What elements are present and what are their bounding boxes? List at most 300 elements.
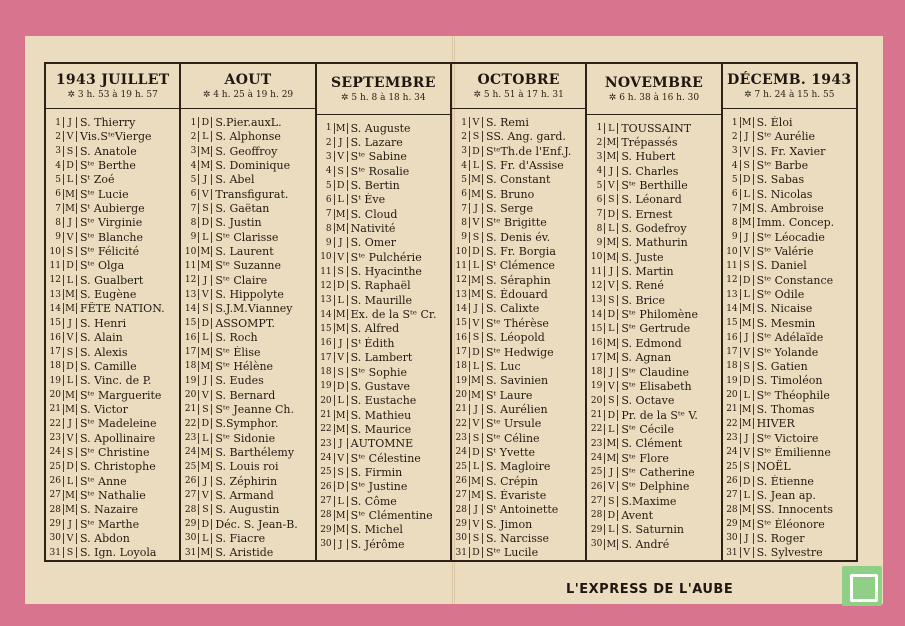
- saint-name: Sᵗ Édith: [350, 336, 395, 350]
- day-row: [452, 302, 585, 316]
- day-number: 9: [731, 232, 738, 243]
- day-number: 14: [726, 303, 738, 314]
- day-row: [587, 437, 720, 451]
- day-row: [46, 531, 179, 545]
- day-number: 25: [49, 461, 61, 472]
- saint-name: S. Séraphin: [485, 273, 551, 287]
- day-number: 11: [590, 266, 603, 277]
- saint-name: S. Mathurin: [621, 236, 688, 250]
- day-row: [46, 144, 179, 158]
- day-row: [181, 173, 314, 187]
- weekday-letter: D: [63, 361, 77, 372]
- day-number: 12: [320, 280, 332, 291]
- weekday-letter: J: [334, 539, 348, 550]
- day-number: 22: [184, 418, 197, 429]
- saint-name: S. Hippolyte: [215, 288, 284, 302]
- saint-name: Sᵗᵉ Claire: [215, 273, 268, 287]
- saint-name: S. Thomas: [756, 402, 815, 416]
- day-number: 23: [320, 438, 332, 449]
- weekday-letter: M: [198, 160, 212, 171]
- day-row: [46, 273, 179, 287]
- day-number: 28: [726, 504, 738, 515]
- day-row: [181, 230, 314, 244]
- day-number: 20: [320, 395, 332, 406]
- day-row: [317, 379, 450, 393]
- day-row: [317, 394, 450, 408]
- weekday-letter: D: [604, 510, 618, 521]
- weekday-letter: M: [740, 519, 754, 530]
- day-number: 9: [190, 232, 197, 243]
- month-header: [587, 64, 720, 115]
- day-number: 11: [184, 260, 197, 271]
- saint-name: S. Alexis: [80, 345, 128, 359]
- day-number: 29: [320, 524, 332, 535]
- weekday-letter: L: [334, 194, 348, 205]
- day-row: [723, 302, 856, 316]
- day-number: 18: [590, 367, 603, 378]
- day-number: 30: [455, 533, 467, 544]
- saint-name: S. Daniel: [756, 259, 807, 273]
- day-row: [452, 345, 585, 359]
- day-row: [46, 359, 179, 373]
- saint-name: S. Aurélien: [485, 402, 548, 416]
- day-row: [181, 388, 314, 402]
- day-row: [587, 494, 720, 508]
- weekday-letter: V: [740, 246, 754, 257]
- weekday-letter: M: [740, 404, 754, 415]
- saint-name: NOËL: [756, 460, 791, 474]
- saint-name: ASSOMPT.: [215, 316, 276, 330]
- day-number: 19: [320, 381, 332, 392]
- weekday-letter: S: [198, 504, 212, 515]
- weekday-letter: M: [740, 303, 754, 314]
- day-row: [317, 207, 450, 221]
- saint-name: S. Remi: [485, 116, 529, 130]
- day-row: [317, 250, 450, 264]
- day-row: [46, 388, 179, 402]
- saint-name: S. Luc: [485, 359, 521, 373]
- saint-name: Sᵗᵉ Marguerite: [80, 388, 162, 402]
- day-number: 5: [596, 180, 603, 191]
- weekday-letter: L: [334, 496, 348, 507]
- day-number: 27: [320, 496, 332, 507]
- saint-name: SS. Ang. gard.: [485, 130, 566, 144]
- weekday-letter: J: [740, 332, 754, 343]
- saint-name: Sᵗᵉ Théophile: [756, 388, 830, 402]
- saint-name: S. Saturnin: [621, 523, 684, 537]
- day-number: 19: [726, 375, 738, 386]
- saint-name: S. Christophe: [80, 460, 156, 474]
- day-number: 24: [320, 453, 332, 464]
- weekday-letter: M: [604, 338, 618, 349]
- saint-name: S. Narcisse: [485, 531, 550, 545]
- day-row: [723, 474, 856, 488]
- day-number: 6: [325, 194, 332, 205]
- saint-name: S. Juste: [621, 250, 664, 264]
- weekday-letter: M: [198, 447, 212, 458]
- day-row: [181, 287, 314, 301]
- saint-name: Sᵗᵉ Victoire: [756, 431, 819, 445]
- weekday-letter: M: [469, 189, 483, 200]
- day-row: [46, 130, 179, 144]
- weekday-letter: M: [604, 453, 618, 464]
- weekday-letter: J: [63, 519, 77, 530]
- day-row: [452, 359, 585, 373]
- saint-name: S. Bruno: [485, 187, 535, 201]
- saint-name: Sᵗᵉ Marthe: [80, 517, 140, 531]
- weekday-letter: M: [334, 123, 348, 134]
- day-number: 8: [461, 217, 467, 228]
- weekday-letter: L: [469, 461, 483, 472]
- weekday-letter: J: [740, 433, 754, 444]
- day-row: [46, 302, 179, 316]
- day-number: 27: [49, 490, 61, 501]
- day-number: 15: [184, 318, 197, 329]
- saint-name: Sᵗᵉ Ursule: [485, 417, 542, 431]
- day-row: [587, 365, 720, 379]
- day-number: 11: [49, 260, 61, 271]
- weekday-letter: L: [63, 476, 77, 487]
- weekday-letter: L: [198, 433, 212, 444]
- day-number: 20: [184, 390, 197, 401]
- saint-name: S. Augustin: [215, 503, 280, 517]
- day-list: [723, 109, 856, 560]
- weekday-letter: L: [198, 232, 212, 243]
- day-number: 17: [455, 347, 467, 358]
- weekday-letter: J: [604, 166, 618, 177]
- day-row: [587, 150, 720, 164]
- saint-name: Sᵗᵉ Sophie: [350, 365, 407, 379]
- day-number: 3: [731, 146, 738, 157]
- weekday-letter: S: [740, 160, 754, 171]
- saint-name: AUTOMNE: [350, 437, 414, 451]
- day-number: 8: [731, 217, 738, 228]
- weekday-letter: M: [604, 438, 618, 449]
- day-row: [317, 236, 450, 250]
- weekday-letter: M: [198, 361, 212, 372]
- weekday-letter: L: [604, 323, 618, 334]
- day-row: [317, 264, 450, 278]
- weekday-letter: J: [604, 367, 618, 378]
- month-column: [452, 64, 587, 560]
- day-row: [181, 331, 314, 345]
- day-number: 26: [49, 476, 61, 487]
- saint-name: S. Magloire: [485, 460, 551, 474]
- day-number: 8: [190, 217, 197, 228]
- weekday-letter: L: [604, 524, 618, 535]
- weekday-letter: J: [469, 203, 483, 214]
- saint-name: S. Eustache: [350, 394, 417, 408]
- saint-name: S. Léopold: [485, 331, 545, 345]
- day-row: [46, 173, 179, 187]
- publisher-footer: L'EXPRESS DE L'AUBE: [566, 582, 734, 597]
- day-number: 6: [731, 189, 738, 200]
- day-number: 30: [590, 539, 603, 550]
- weekday-letter: D: [198, 519, 212, 530]
- day-number: 11: [320, 266, 332, 277]
- day-number: 29: [49, 519, 61, 530]
- saint-name: S. Anatole: [80, 144, 137, 158]
- day-row: [723, 230, 856, 244]
- day-number: 30: [320, 539, 332, 550]
- day-number: 18: [49, 361, 61, 372]
- day-row: [723, 374, 856, 388]
- weekday-letter: S: [469, 332, 483, 343]
- weekday-letter: V: [63, 433, 77, 444]
- day-number: 10: [184, 246, 197, 257]
- weekday-letter: V: [198, 490, 212, 501]
- month-name: 1943 JUILLET: [55, 72, 170, 89]
- weekday-letter: J: [469, 504, 483, 515]
- day-number: 13: [455, 289, 467, 300]
- day-row: [46, 158, 179, 172]
- weekday-letter: S: [334, 467, 348, 478]
- saint-name: S. Raphaël: [350, 279, 411, 293]
- day-number: 1: [461, 117, 467, 128]
- weekday-letter: S: [740, 461, 754, 472]
- weekday-letter: L: [740, 490, 754, 501]
- day-row: [723, 546, 856, 560]
- day-row: [46, 115, 179, 129]
- month-name: DÉCEMB. 1943: [727, 72, 852, 89]
- day-row: [452, 230, 585, 244]
- day-number: 27: [455, 490, 467, 501]
- weekday-letter: S: [740, 361, 754, 372]
- saint-name: Sᵗᵉ Odile: [756, 288, 805, 302]
- saint-name: S. Edmond: [621, 336, 682, 350]
- saint-name: Sᵗᵉ Émilienne: [756, 445, 831, 459]
- weekday-letter: M: [334, 323, 348, 334]
- day-number: 28: [49, 504, 61, 515]
- day-row: [181, 158, 314, 172]
- saint-name: S.Pier.auxL.: [215, 116, 282, 130]
- saint-name: S. Côme: [350, 494, 397, 508]
- day-row: [181, 531, 314, 545]
- weekday-letter: V: [63, 533, 77, 544]
- saint-name: Sᵗ Zoé: [80, 173, 115, 187]
- day-row: [587, 523, 720, 537]
- saint-name: S. Jimon: [485, 517, 533, 531]
- day-row: [317, 508, 450, 522]
- saint-name: S. Constant: [485, 173, 551, 187]
- day-row: [181, 345, 314, 359]
- saint-name: S. Nicolas: [756, 187, 813, 201]
- saint-name: S. Geoffroy: [215, 144, 278, 158]
- day-number: 31: [455, 547, 467, 558]
- saint-name: S. Gatien: [756, 359, 808, 373]
- weekday-letter: L: [334, 295, 348, 306]
- day-row: [317, 351, 450, 365]
- day-number: 24: [184, 447, 197, 458]
- weekday-letter: S: [604, 194, 618, 205]
- weekday-letter: D: [334, 180, 348, 191]
- day-number: 2: [325, 137, 332, 148]
- day-row: [723, 130, 856, 144]
- saint-name: Sᵗᵉ Justine: [350, 480, 408, 494]
- weekday-letter: L: [469, 260, 483, 271]
- saint-name: Sᵗᵉ Delphine: [621, 480, 690, 494]
- weekday-letter: D: [740, 476, 754, 487]
- saint-name: S. Charles: [621, 164, 679, 178]
- saint-name: Sᵗ Laure: [485, 388, 533, 402]
- day-row: [46, 546, 179, 560]
- day-number: 6: [596, 194, 603, 205]
- weekday-letter: S: [469, 533, 483, 544]
- day-row: [723, 187, 856, 201]
- day-row: [181, 445, 314, 459]
- weekday-letter: S: [198, 404, 212, 415]
- weekday-letter: V: [198, 189, 212, 200]
- day-number: 1: [190, 117, 197, 128]
- weekday-letter: S: [63, 347, 77, 358]
- saint-name: S. Denis év.: [485, 230, 551, 244]
- day-number: 27: [590, 496, 603, 507]
- day-number: 13: [49, 289, 61, 300]
- weekday-letter: M: [604, 137, 618, 148]
- day-row: [46, 431, 179, 445]
- day-list: [181, 109, 314, 560]
- saint-name: Sᵗᵉ Célestine: [350, 451, 421, 465]
- day-row: [587, 322, 720, 336]
- weekday-letter: S: [63, 547, 77, 558]
- day-number: 8: [55, 217, 61, 228]
- saint-name: Sᵗᵉ Blanche: [80, 230, 144, 244]
- weekday-letter: M: [334, 223, 348, 234]
- day-number: 11: [726, 260, 738, 271]
- day-row: [723, 216, 856, 230]
- weekday-letter: V: [604, 180, 618, 191]
- day-row: [46, 402, 179, 416]
- day-number: 24: [590, 453, 603, 464]
- weekday-letter: S: [198, 203, 212, 214]
- day-row: [723, 431, 856, 445]
- day-row: [452, 158, 585, 172]
- day-number: 1: [731, 117, 738, 128]
- weekday-letter: D: [469, 347, 483, 358]
- day-number: 15: [726, 318, 738, 329]
- day-number: 21: [320, 410, 332, 421]
- weekday-letter: D: [334, 280, 348, 291]
- day-number: 7: [55, 203, 61, 214]
- day-row: [723, 158, 856, 172]
- day-row: [452, 259, 585, 273]
- weekday-letter: M: [63, 390, 77, 401]
- day-row: [452, 287, 585, 301]
- day-number: 7: [596, 209, 603, 220]
- weekday-letter: M: [469, 490, 483, 501]
- day-row: [46, 345, 179, 359]
- weekday-letter: M: [63, 289, 77, 300]
- weekday-letter: V: [198, 390, 212, 401]
- weekday-letter: J: [334, 137, 348, 148]
- day-row: [181, 273, 314, 287]
- day-number: 17: [184, 347, 197, 358]
- day-row: [587, 351, 720, 365]
- day-row: [317, 480, 450, 494]
- day-row: [587, 451, 720, 465]
- day-row: [317, 322, 450, 336]
- saint-name: Sᵗᵉ Clémentine: [350, 508, 433, 522]
- saint-name: S. Laurent: [215, 245, 274, 259]
- day-number: 11: [455, 260, 467, 271]
- day-number: 31: [726, 547, 738, 558]
- day-number: 22: [49, 418, 61, 429]
- saint-name: S. Sylvestre: [756, 546, 823, 560]
- day-number: 12: [590, 280, 603, 291]
- sunrise-sunset: ✲ 5 h. 8 à 18 h. 34: [341, 93, 426, 103]
- sunrise-sunset: ✲ 3 h. 53 à 19 h. 57: [67, 90, 158, 101]
- weekday-letter: J: [198, 476, 212, 487]
- day-row: [181, 374, 314, 388]
- weekday-letter: L: [198, 332, 212, 343]
- saint-name: Transfigurat.: [215, 187, 289, 201]
- day-number: 5: [461, 174, 467, 185]
- weekday-letter: D: [198, 418, 212, 429]
- day-number: 7: [190, 203, 197, 214]
- day-number: 26: [184, 476, 197, 487]
- saint-name: S. Nicaise: [756, 302, 813, 316]
- day-number: 7: [731, 203, 738, 214]
- day-row: [46, 287, 179, 301]
- day-row: [46, 331, 179, 345]
- sunrise-sunset: ✲ 4 h. 25 à 19 h. 29: [202, 90, 294, 101]
- day-row: [587, 379, 720, 393]
- weekday-letter: M: [740, 217, 754, 228]
- day-number: 22: [320, 424, 332, 435]
- saint-name: Trépassés: [621, 136, 678, 150]
- day-row: [181, 216, 314, 230]
- weekday-letter: S: [469, 232, 483, 243]
- day-row: [452, 115, 585, 129]
- weekday-letter: M: [469, 476, 483, 487]
- day-number: 3: [190, 146, 197, 157]
- weekday-letter: S: [63, 447, 77, 458]
- saint-name: Sᵗ Ève: [350, 193, 386, 207]
- day-number: 19: [455, 375, 467, 386]
- weekday-letter: D: [740, 375, 754, 386]
- saint-name: S. Ambroise: [756, 202, 824, 216]
- saint-name: Sᵗᵉ Clarisse: [215, 230, 279, 244]
- weekday-letter: S: [334, 166, 348, 177]
- day-row: [452, 388, 585, 402]
- day-number: 28: [590, 510, 603, 521]
- weekday-letter: L: [334, 395, 348, 406]
- saint-name: S. Justin: [215, 216, 262, 230]
- day-row: [723, 503, 856, 517]
- weekday-letter: V: [334, 151, 348, 162]
- day-row: [452, 130, 585, 144]
- day-row: [452, 488, 585, 502]
- saint-name: S.Symphor.: [215, 417, 279, 431]
- weekday-letter: M: [334, 309, 348, 320]
- weekday-letter: M: [198, 347, 212, 358]
- weekday-letter: M: [198, 461, 212, 472]
- saint-name: Sᵗᵉ Nathalie: [80, 488, 146, 502]
- day-number: 23: [455, 433, 467, 444]
- day-number: 30: [49, 533, 61, 544]
- weekday-letter: D: [198, 117, 212, 128]
- saint-name: Sᵗ Aubierge: [80, 202, 145, 216]
- day-row: [723, 173, 856, 187]
- day-number: 14: [590, 309, 603, 320]
- weekday-letter: M: [469, 174, 483, 185]
- weekday-letter: M: [604, 352, 618, 363]
- day-number: 1: [596, 123, 603, 134]
- day-row: [452, 316, 585, 330]
- day-row: [181, 503, 314, 517]
- day-number: 26: [726, 476, 738, 487]
- weekday-letter: S: [604, 295, 618, 306]
